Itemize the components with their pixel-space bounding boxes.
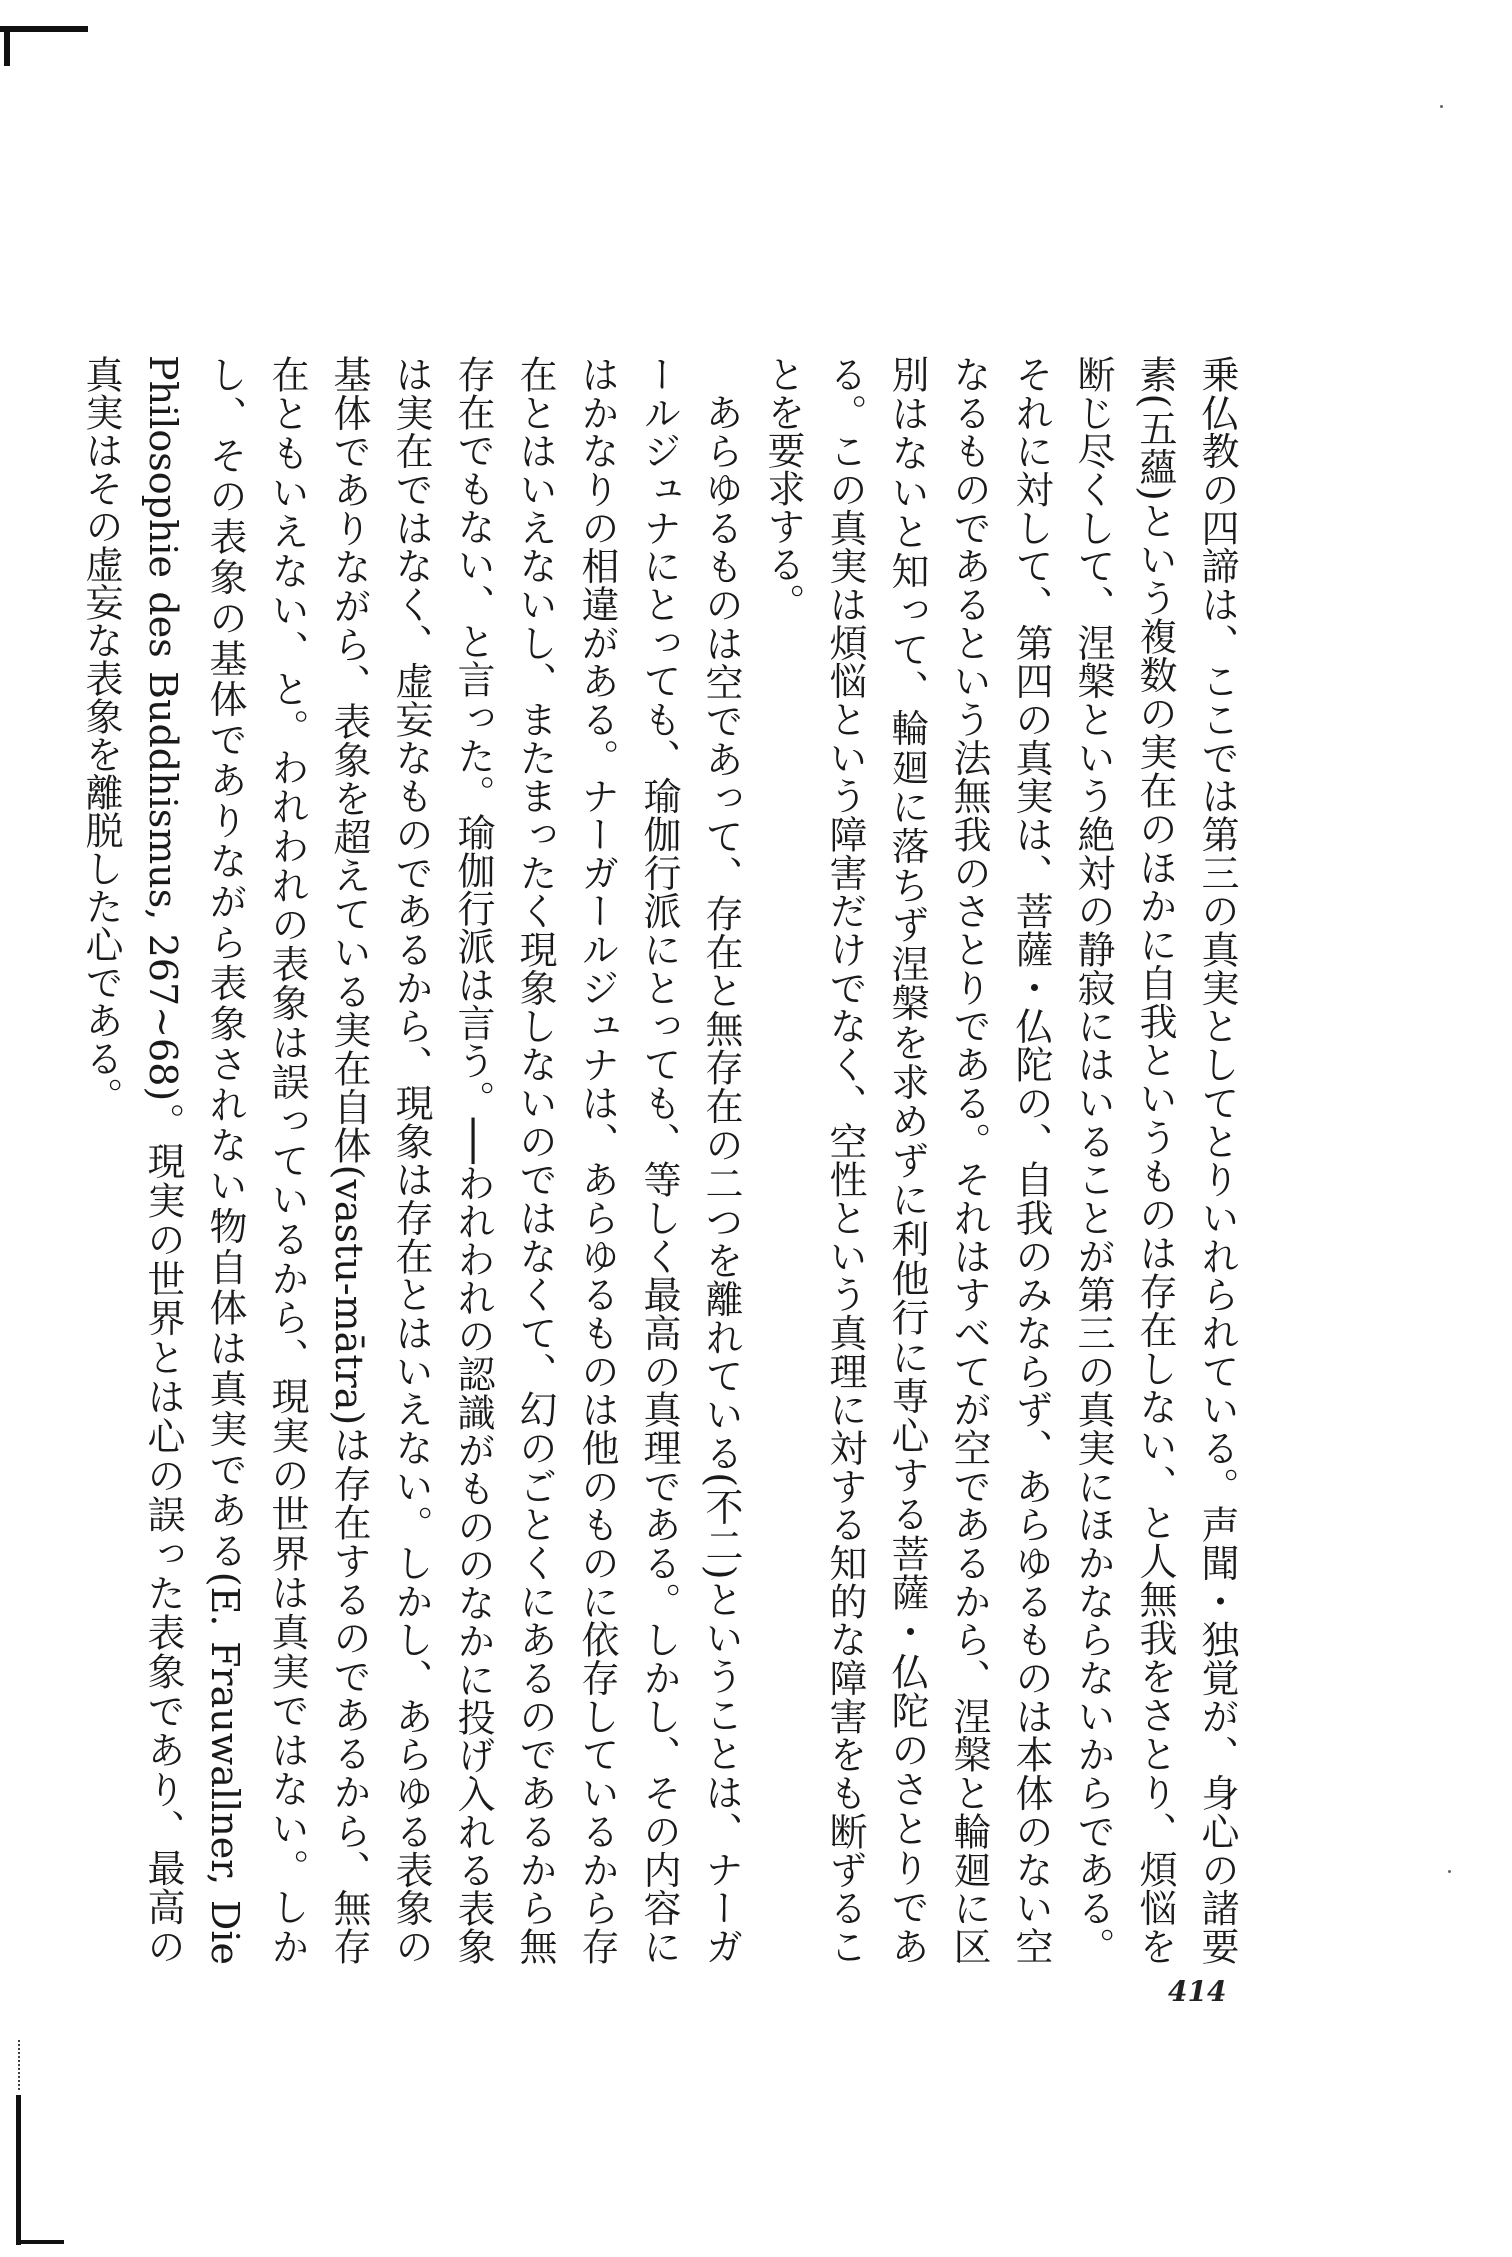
page-number: 414: [1168, 1975, 1227, 2008]
scan-speck: [1448, 1870, 1451, 1873]
crop-mark-bottom-horizontal: [16, 2240, 64, 2244]
scan-speck: [1440, 105, 1443, 108]
paragraph-2: あらゆるものは空であって、存在と無存在の二つを離れている(不二)ということは、ナーガールジュナにとっても、瑜伽行派にとっても、等しく最高の真理である。しかし、その内容にはかなりの相違がある。ナーガールジュナは、あらゆるものは他のものに依存しているから存在とはいえないし、またまったく現象しないのではなくて、幻のごとくにあるのであるから無存在でもない、と言った。瑜伽行派は言う。──われわれの認識がもののなかに投げ入れる表象は実在ではなく、虚妄なものであるから、現象は存在とはいえない。しかし、あらゆる表象の基体でありながら、表象を超えている実在自体(vastu-mātra)は存在するのであるから、無存在ともいえない、と。われわれの表象は誤っているから、現実の世界は真実ではない。しかし、その表象の基体でありながら表象されない物自体は真実である(E. Frauwallner, Die Philosophie des Buddhismus, 267~68)。現実の世界とは心の誤った表象であり、最高の真実はその虚妄な表象を離脱した心である。: [79, 355, 743, 1966]
paragraph-1: 乗仏教の四諦は、ここでは第三の真実としてとりいれられている。声聞・独覚が、身心の諸要素(五蘊)という複数の実在のほかに自我というものは存在しない、と人無我をさとり、煩悩を断じ尽くして、涅槃という絶対の静寂にはいることが第三の真実にほかならないからである。それに対して、第四の真実は、菩薩・仏陀の、自我のみならず、あらゆるものは本体のない空なるものであるという法無我のさとりである。それはすべてが空であるから、涅槃と輪廻に区別はないと知って、輪廻に落ちず涅槃を求めずに利他行に専心する菩薩・仏陀のさとりである。この真実は煩悩という障害だけでなく、空性という真理に対する知的な障害をも断ずることを要求する。: [761, 355, 1239, 1965]
crop-mark-dots: [18, 2040, 22, 2090]
crop-mark-top-horizontal: [0, 26, 88, 32]
crop-mark-bottom-vertical: [16, 2095, 21, 2245]
crop-mark-top-vertical: [4, 26, 10, 66]
vertical-text-body: [79, 355, 1248, 1966]
